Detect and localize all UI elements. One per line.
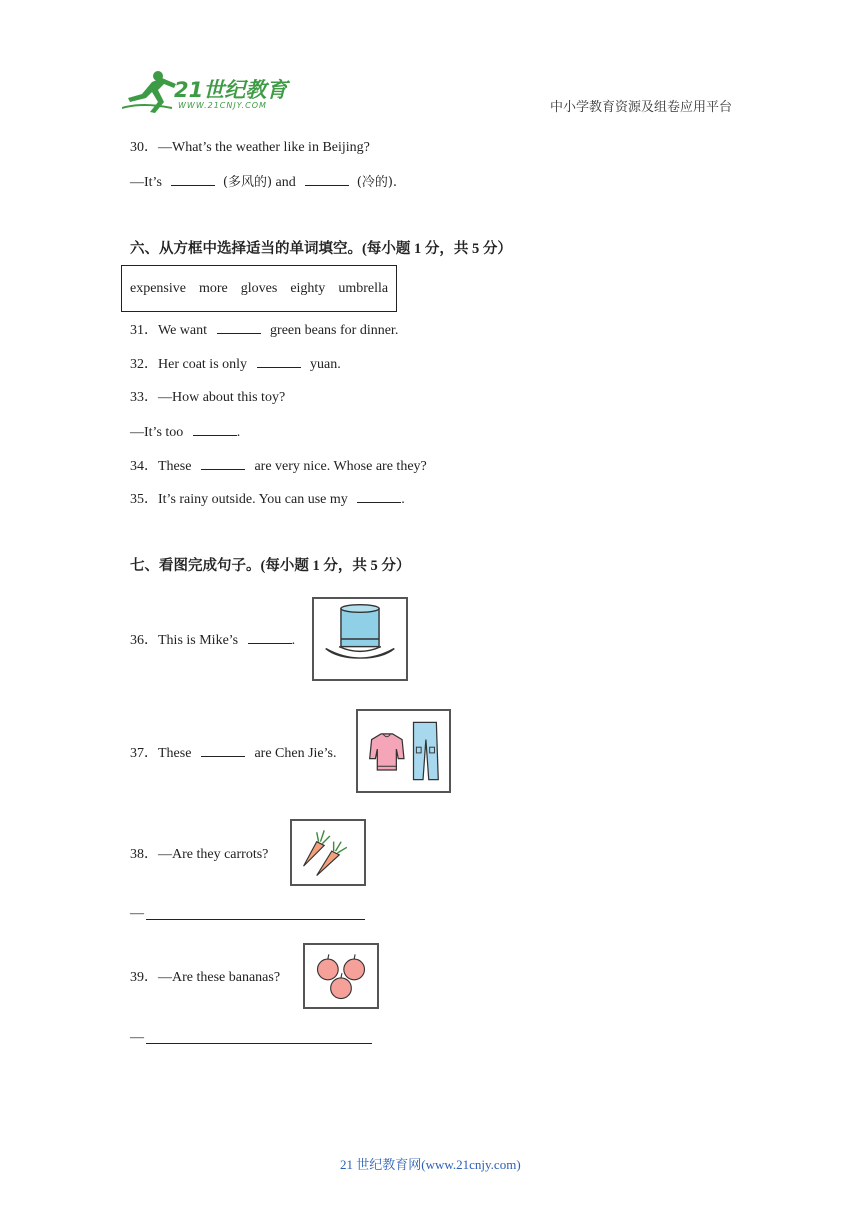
q34-blank[interactable] (201, 457, 245, 470)
word-bank-item: eighty (290, 280, 326, 296)
q34-text-a: 34．These (130, 459, 192, 474)
q33-blank[interactable] (193, 423, 237, 436)
q35-blank[interactable] (357, 490, 401, 503)
q33-line2 (130, 423, 240, 442)
q30-line1: 30．—What’s the weather like in Beijing? (130, 140, 370, 155)
q32-blank[interactable] (257, 355, 301, 368)
q36-text-a: 36．This is Mike’s (130, 633, 239, 648)
carrots-icon (292, 821, 364, 884)
section6-heading: 六、从方框中选择适当的单词填空。(每小题 1 分，共 5 分） (130, 241, 512, 257)
q36-period: . (291, 633, 296, 648)
q30-blank-2[interactable] (305, 173, 349, 186)
logo-main-text: 21世纪教育 (174, 78, 288, 102)
q37-text-b: are Chen Jie’s. (254, 746, 337, 761)
q35-period: . (401, 492, 405, 507)
word-bank-item: more (198, 280, 228, 296)
sweater-pants-icon (358, 711, 449, 791)
q39: 39．—Are these bananas? (130, 970, 281, 985)
clothes-picture (356, 709, 451, 793)
logo-url-text: WWW.21CNJY.COM (178, 101, 267, 110)
word-bank-item: umbrella (338, 280, 389, 296)
q39-answer-dash: — (130, 1030, 144, 1045)
apples-picture (303, 943, 379, 1009)
q37-text-a: 37．These (130, 746, 192, 761)
logo (122, 68, 292, 116)
q30-and: and (275, 175, 296, 190)
q32-text-b: yuan. (310, 357, 341, 372)
hat-icon (314, 599, 406, 679)
q37-blank[interactable] (201, 744, 245, 757)
q38: 38．—Are they carrots? (130, 847, 269, 862)
hat-picture (312, 597, 408, 681)
q30-prefix: —It’s (130, 175, 162, 190)
q32 (130, 355, 341, 374)
q30-hint-1: (多风的) (222, 175, 273, 190)
q30-blank-1[interactable] (171, 173, 215, 186)
q38-answer-line[interactable] (146, 919, 365, 920)
q31-text-a: 31．We want (130, 323, 208, 338)
word-bank-item: expensive (130, 280, 186, 296)
q33-line1: 33．—How about this toy? (130, 390, 286, 405)
q33-text-b: —It’s too (130, 425, 184, 440)
q37 (130, 744, 336, 763)
q31 (130, 321, 398, 340)
q39-answer-line[interactable] (146, 1043, 372, 1044)
footer-text: 21 世纪教育网(www.21cnjy.com) (340, 1157, 521, 1172)
q31-text-b: green beans for dinner. (270, 323, 399, 338)
q31-blank[interactable] (217, 321, 261, 334)
q36 (130, 631, 295, 650)
word-bank-item: gloves (240, 280, 278, 296)
apples-icon (305, 945, 377, 1007)
q35 (130, 490, 405, 509)
q33-period: . (236, 425, 241, 440)
section7-heading: 七、看图完成句子。(每小题 1 分，共 5 分） (130, 558, 411, 574)
q30-line2 (130, 173, 397, 192)
q30-hint-2: (冷的). (356, 175, 398, 190)
q35-text-a: 35．It’s rainy outside. You can use my (130, 492, 348, 507)
q34 (130, 457, 427, 476)
carrots-picture (290, 819, 366, 886)
q34-text-b: are very nice. Whose are they? (254, 459, 427, 474)
q36-blank[interactable] (248, 631, 292, 644)
q38-answer-dash: — (130, 906, 144, 921)
q32-text-a: 32．Her coat is only (130, 357, 248, 372)
header-platform-text: 中小学教育资源及组卷应用平台 (550, 100, 733, 115)
word-bank-box (121, 265, 397, 312)
runner-logo-icon (122, 68, 182, 114)
